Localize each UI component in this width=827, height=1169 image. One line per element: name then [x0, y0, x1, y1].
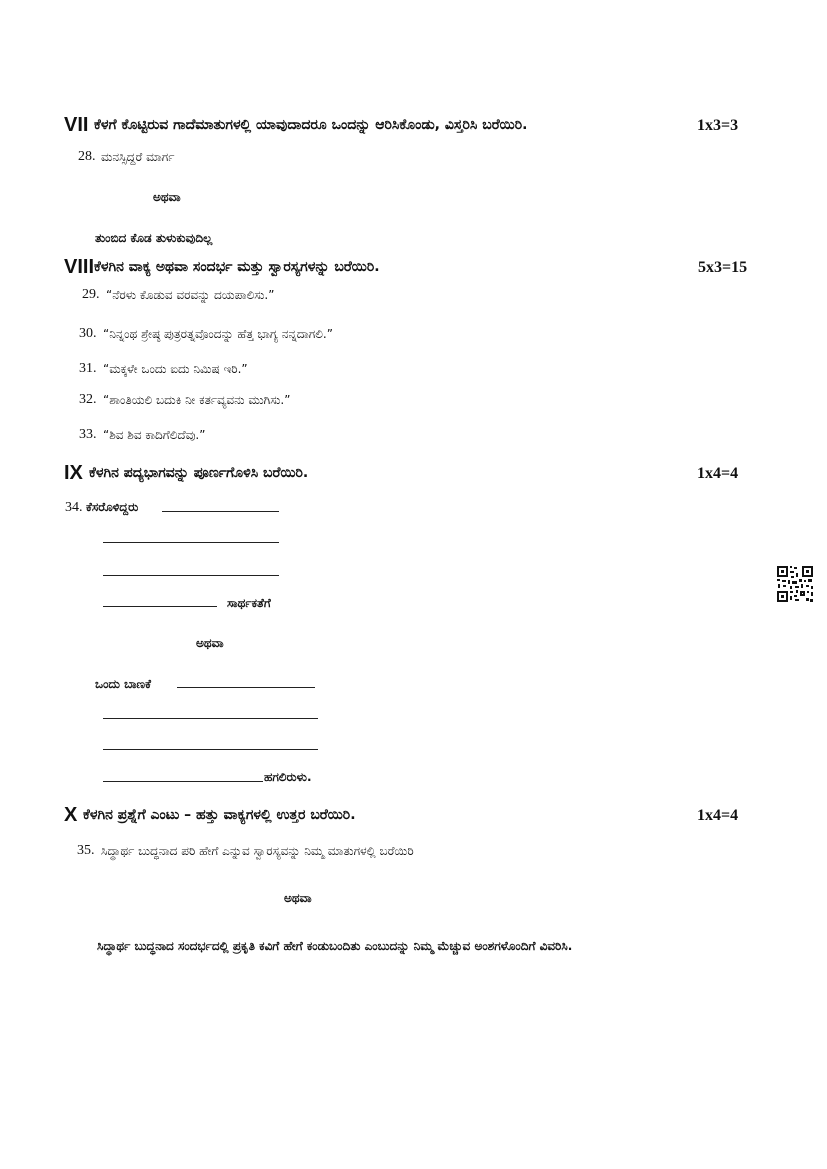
vii-or-label: ಅಥವಾ	[153, 190, 181, 204]
section-ix-numeral: IX	[64, 462, 83, 484]
alt-start: ಒಂದು ಬಾಣಕೆ	[95, 677, 151, 691]
section-x-marks: 1x4=4	[697, 807, 739, 824]
q29-text: “ನೆರಳು ಕೊಡುವ ವರವನ್ನು ದಯಪಾಲಿಸು.”	[106, 288, 275, 302]
blank-line	[103, 575, 279, 576]
section-viii-heading: ಕೆಳಗಿನ ವಾಕ್ಯ ಅಥವಾ ಸಂದರ್ಭ ಮತ್ತು ಸ್ವಾರಸ್ಯಗಳನ್ನು ಬರೆಯಿರಿ.	[94, 259, 380, 275]
section-x-numeral: X	[64, 804, 78, 826]
q35-text: ಸಿದ್ಧಾರ್ಥ ಬುದ್ಧನಾದ ಪರಿ ಹೇಗೆ ಎನ್ನುವ ಸ್ವಾರಸ್ಯವನ್ನು ನಿಮ್ಮ ಮಾತುಗಳಲ್ಲಿ ಬರೆಯಿರಿ	[101, 844, 414, 858]
section-vii-heading: ಕೆಳಗೆ ಕೊಟ್ಟಿರುವ ಗಾದೆಮಾತುಗಳಲ್ಲಿ ಯಾವುದಾದರೂ ಒಂದನ್ನು ಆರಿಸಿಕೊಂಡು, ವಿಸ್ತರಿಸಿ ಬರೆಯಿರಿ.	[94, 117, 528, 133]
blank-line	[103, 718, 318, 719]
q34-number: 34.	[65, 500, 83, 515]
qr-code-icon	[776, 565, 814, 603]
q32-text: “ಶಾಂತಿಯಲಿ ಬದುಕಿ ನೀ ಕರ್ತವ್ಯವನು ಮುಗಿಸು.”	[103, 393, 291, 407]
q30-text: “ನಿನ್ನಂಥ ಶ್ರೇಷ್ಠ ಪುತ್ರರತ್ನವೊಂದನ್ನು ಹೆತ್ತ ಭಾಗ್ಯ ನನ್ನದಾಗಲಿ.”	[103, 327, 333, 341]
q33-text: “ಶಿವ ಶಿವ ಕಾದಿಗೆಲಿದೆವು.”	[103, 428, 206, 442]
blank-line	[103, 781, 263, 782]
blank-line	[177, 687, 315, 688]
x-or-label: ಅಥವಾ	[284, 891, 312, 905]
q34-end: ಸಾರ್ಥಕತೆಗೆ	[227, 596, 271, 610]
q32-number: 32.	[79, 392, 97, 407]
section-ix-heading: ಕೆಳಗಿನ ಪದ್ಯಭಾಗವನ್ನು ಪೂರ್ಣಗೊಳಿಸಿ ಬರೆಯಿರಿ.	[89, 465, 309, 481]
section-vii-numeral: VII	[64, 114, 89, 136]
q34-start: ಕೆಸರೊಳಿದ್ದರು	[86, 500, 139, 514]
section-ix-marks: 1x4=4	[697, 465, 739, 482]
blank-line	[103, 606, 217, 607]
q33-number: 33.	[79, 427, 97, 442]
q31-number: 31.	[79, 361, 97, 376]
vii-alternative: ತುಂಬಿದ ಕೊಡ ತುಳುಕುವುದಿಲ್ಲ	[95, 231, 213, 245]
section-viii-numeral: VIII	[64, 256, 95, 278]
q28-text: ಮನಸ್ಸಿದ್ದರೆ ಮಾರ್ಗ	[101, 150, 175, 164]
q35-number: 35.	[77, 843, 95, 858]
section-viii-marks: 5x3=15	[698, 259, 748, 276]
q31-text: “ಮಕ್ಕಳೇ ಒಂದು ಐದು ನಿಮಿಷ ಇರಿ.”	[103, 362, 248, 376]
ix-or-label: ಅಥವಾ	[196, 636, 224, 650]
q29-number: 29.	[82, 287, 100, 302]
q35-alternative: ಸಿದ್ಧಾರ್ಥ ಬುದ್ಧನಾದ ಸಂದರ್ಭದಲ್ಲಿ ಪ್ರಕೃತಿ ಕವಿಗೆ ಹೇಗೆ ಕಂಡುಬಂದಿತು ಎಂಬುದನ್ನು ನಿಮ್ಮ ಮೆಚ್ಚುವ ಅಂಶಗಳೊಂದಿಗೆ ವಿವರಿಸಿ.	[97, 939, 573, 953]
blank-line	[103, 542, 279, 543]
section-vii-marks: 1x3=3	[697, 117, 739, 134]
blank-line	[162, 511, 279, 512]
alt-end: ಹಗಲಿರುಳು.	[264, 770, 312, 784]
blank-line	[103, 749, 318, 750]
q28-number: 28.	[78, 149, 96, 164]
section-x-heading: ಕೆಳಗಿನ ಪ್ರಶ್ನೆಗೆ ಎಂಟು – ಹತ್ತು ವಾಕ್ಯಗಳಲ್ಲಿ ಉತ್ತರ ಬರೆಯಿರಿ.	[83, 807, 356, 823]
q30-number: 30.	[79, 326, 97, 341]
